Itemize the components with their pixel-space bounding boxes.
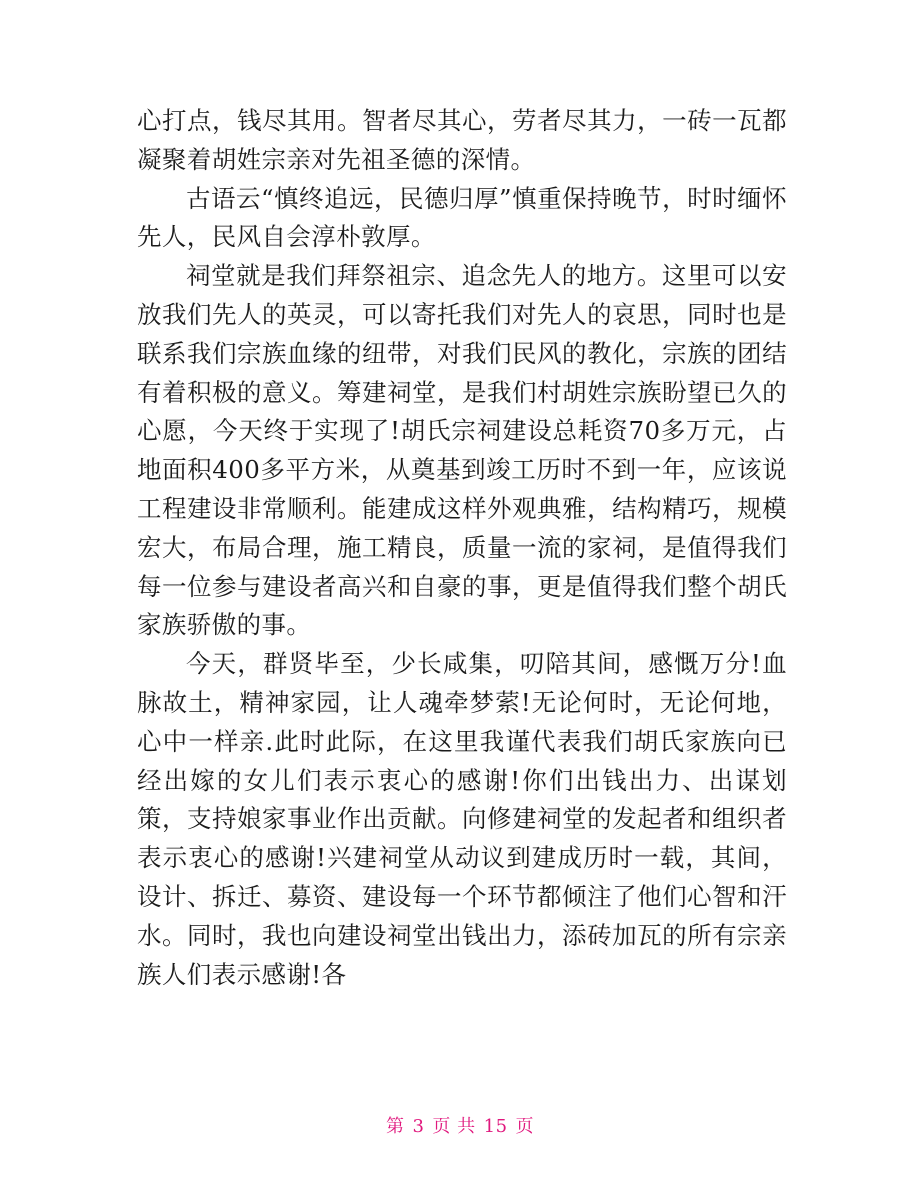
current-page-number: 3 — [412, 1116, 425, 1137]
paragraph-2: 古语云“慎终追远，民德归厚”慎重保持晚节，时时缅怀先人，民风自会淳朴敦厚。 — [137, 183, 787, 252]
page-number-prefix: 第 — [385, 1116, 405, 1137]
paragraph-4: 今天，群贤毕至，少长咸集，叨陪其间，感慨万分!血脉故土，精神家园，让人魂牵梦萦!无论何时，无论何地，心中一样亲.此时此际，在这里我谨代表我们胡氏家族向已经出嫁的女儿们表示衷心的感谢!你们出钱出力、出谋划策，支持娘家事业作出贡献。向修建祠堂的发起者和组织者表示衷心的感谢!兴建祠堂从动议到建成历时一载，其间，设计、拆迁、募资、建设每一个环节都倾注了他们心智和汗水。同时，我也向建设祠堂出钱出力，添砖加瓦的所有宗亲族人们表示感谢!各 — [137, 649, 787, 989]
page-number-suffix: 页 — [515, 1116, 535, 1137]
page-number-footer — [0, 1112, 920, 1138]
total-pages-number: 15 — [483, 1116, 508, 1137]
page-number-middle: 页 共 — [432, 1116, 476, 1137]
paragraph-3: 祠堂就是我们拜祭祖宗、追念先人的地方。这里可以安放我们先人的英灵，可以寄托我们对先人的哀思，同时也是联系我们宗族血缘的纽带，对我们民风的教化，宗族的团结有着积极的意义。筹建祠堂，是我们村胡姓宗族盼望已久的心愿，今天终于实现了!胡氏宗祠建设总耗资70多万元，占地面积400多平方米，从奠基到竣工历时不到一年，应该说工程建设非常顺利。能建成这样外观典雅，结构精巧，规模宏大，布局合理，施工精良，质量一流的家祠，是值得我们每一位参与建设者高兴和自豪的事，更是值得我们整个胡氏家族骄傲的事。 — [137, 261, 787, 640]
paragraph-1: 心打点，钱尽其用。智者尽其心，劳者尽其力，一砖一瓦都凝聚着胡姓宗亲对先祖圣德的深情。 — [137, 106, 787, 174]
document-body — [137, 102, 787, 994]
